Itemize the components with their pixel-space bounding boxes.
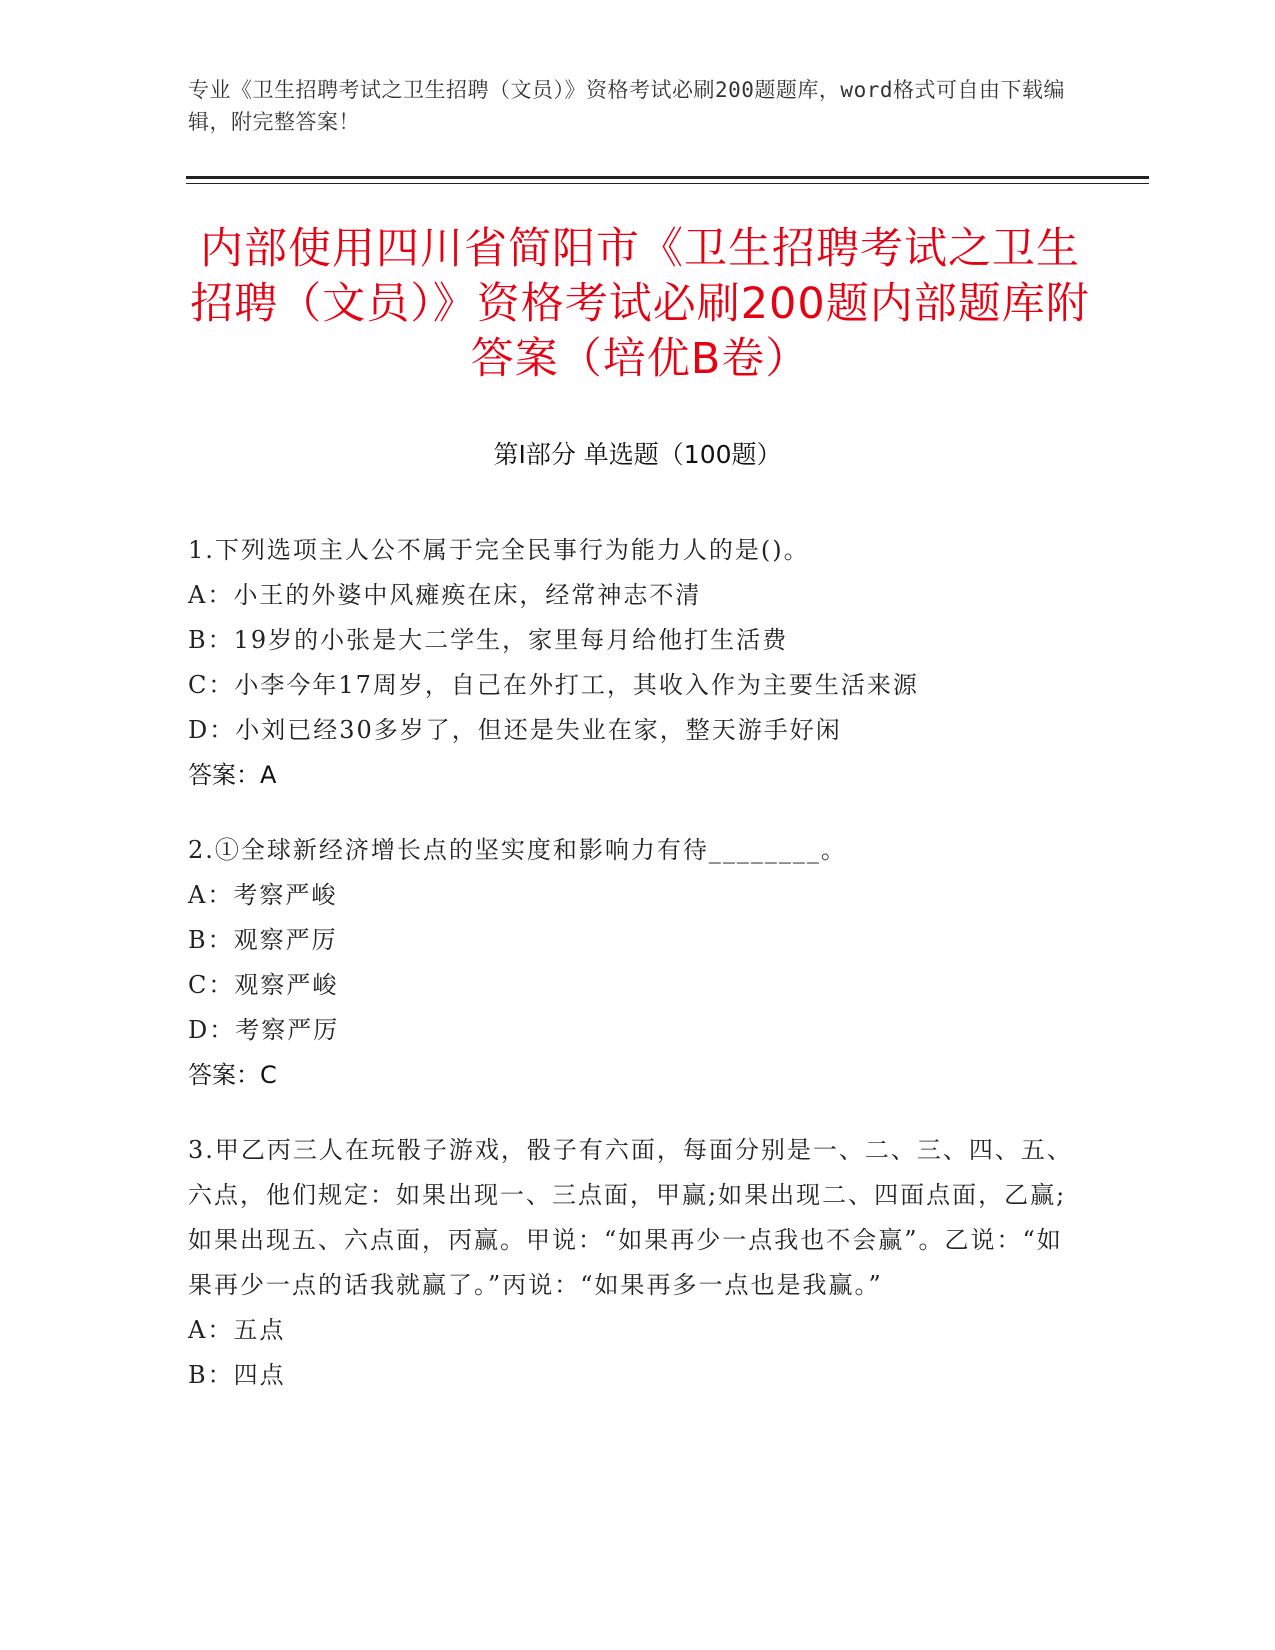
question-answer: 答案：C xyxy=(188,1061,277,1089)
question-list xyxy=(188,528,1078,1428)
option-a: A：小王的外婆中风瘫痪在床，经常神志不清 xyxy=(188,581,702,609)
option-b: B：四点 xyxy=(188,1361,286,1389)
document-title: 内部使用四川省简阳市《卫生招聘考试之卫生招聘（文员）》资格考试必刷200题内部题库附答案（培优B卷） xyxy=(190,224,1090,384)
option-c: C：观察严峻 xyxy=(188,971,339,999)
question-item xyxy=(188,528,1078,798)
option-b: B：19岁的小张是大二学生，家里每月给他打生活费 xyxy=(188,626,789,654)
question-stem: 3.甲乙丙三人在玩骰子游戏，骰子有六面，每面分别是一、二、三、四、五、六点，他们规定：如果出现一、三点面，甲赢;如果出现二、四面点面，乙赢;如果出现五、六点面，丙赢。甲说：“如果再少一点我也不会赢”。乙说：“如果再少一点的话我就赢了。”丙说：“如果再多一点也是我赢。” xyxy=(188,1136,1073,1299)
section-title: 第Ⅰ部分 单选题（100题） xyxy=(493,440,782,469)
option-c: C：小李今年17周岁，自己在外打工，其收入作为主要生活来源 xyxy=(188,671,919,699)
option-a: A：考察严峻 xyxy=(188,881,338,909)
header-note: 专业《卫生招聘考试之卫生招聘（文员）》资格考试必刷200题题库，word格式可自由下载编辑，附完整答案！ xyxy=(188,78,1065,134)
question-answer: 答案：A xyxy=(188,761,277,789)
question-item xyxy=(188,1128,1078,1398)
header-divider-thick xyxy=(186,176,1149,179)
option-a: A：五点 xyxy=(188,1316,286,1344)
option-d: D：考察严厉 xyxy=(188,1016,340,1044)
question-item xyxy=(188,828,1078,1098)
question-stem: 1.下列选项主人公不属于完全民事行为能力人的是()。 xyxy=(188,536,810,564)
question-stem: 2.①全球新经济增长点的坚实度和影响力有待________。 xyxy=(188,836,847,864)
option-d: D：小刘已经30多岁了，但还是失业在家，整天游手好闲 xyxy=(188,716,842,744)
option-b: B：观察严厉 xyxy=(188,926,338,954)
header-divider-thin xyxy=(186,183,1149,184)
